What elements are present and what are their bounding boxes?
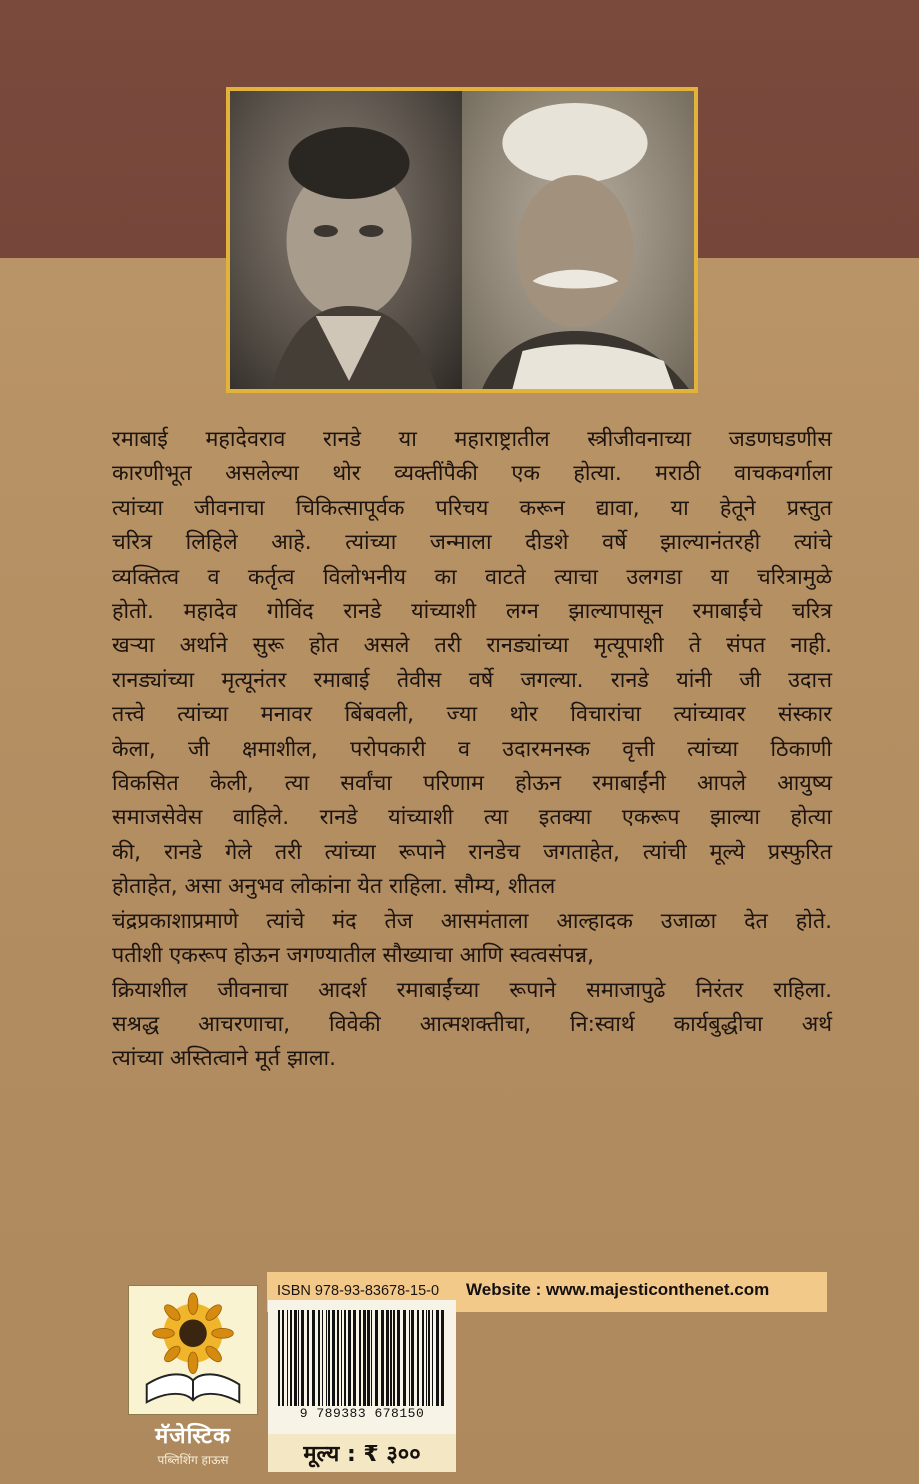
barcode-bar (409, 1310, 410, 1406)
blurb-line: व्यक्तित्व व कर्तृत्व विलोभनीय का वाटते त्याचा उलगडा या चरित्रामुळे (112, 564, 832, 590)
barcode-bar (367, 1310, 370, 1406)
blurb-line: की, रानडे गेले तरी त्यांच्या रूपाने रानडेच जगताहेत, त्यांची मूल्ये प्रस्फुरित (112, 839, 832, 865)
barcode-bar (298, 1310, 299, 1406)
barcode-bar (426, 1310, 427, 1406)
barcode-bar (403, 1310, 406, 1406)
barcode-bar (312, 1310, 315, 1406)
barcode-bar (332, 1310, 335, 1406)
barcode-bar (326, 1310, 327, 1406)
barcode-bar (390, 1310, 392, 1406)
barcode-bar (287, 1310, 288, 1406)
barcode-bar (341, 1310, 342, 1406)
barcode-bar (318, 1310, 320, 1406)
barcode-bar (353, 1310, 356, 1406)
barcode-bar (375, 1310, 378, 1406)
barcode-bar (371, 1310, 372, 1406)
blurb-line: त्यांच्या जीवनाचा चिकित्सापूर्वक परिचय करून द्यावा, या हेतूने प्रस्तुत (112, 495, 832, 521)
barcode-bar (436, 1310, 439, 1406)
barcode-bar (307, 1310, 309, 1406)
isbn-text: ISBN 978-93-83678-15-0 (277, 1283, 440, 1299)
barcode-bar (322, 1310, 323, 1406)
barcode-bar (328, 1310, 330, 1406)
blurb-line: होताहेत, असा अनुभव लोकांना येत राहिला. सौम्य, शीतल (112, 874, 556, 900)
blurb-line: त्यांच्या अस्तित्वाने मूर्त झाला. (112, 1046, 336, 1072)
barcode-bar (381, 1310, 384, 1406)
portrait-man-photo (462, 91, 694, 389)
blurb-line: रानड्यांच्या मृत्यूनंतर रमाबाई तेवीस वर्षे जगल्या. रानडे यांनी जी उदात्त (112, 667, 832, 693)
barcode-bar (417, 1310, 419, 1406)
blurb-line: चंद्रप्रकाशाप्रमाणे त्यांचे मंद तेज आसमंताला आल्हादक उजाळा देत होते. (112, 908, 832, 934)
barcode-bar (294, 1310, 297, 1406)
blurb-line: पतीशी एकरूप होऊन जगण्यातील सौख्याचा आणि स्वत्वसंपन्न, (112, 943, 594, 969)
blurb-line: केला, जी क्षमाशील, परोपकारी व उदारमनस्क वृत्ती त्यांच्या ठिकाणी (112, 736, 832, 762)
website-link[interactable]: Website : www.majesticonthenet.com (466, 1280, 770, 1299)
blurb-line: होतो. महादेव गोविंद रानडे यांच्याशी लग्न झाल्यापासून रमाबाईंचे चरित्र (112, 599, 832, 625)
barcode-bar (428, 1310, 430, 1406)
barcode-bar (290, 1310, 292, 1406)
blurb-line: समाजसेवेस वाहिले. रानडे यांच्याशी त्या इतक्या एकरूप झाल्या होत्या (112, 805, 832, 831)
barcode-bar (422, 1310, 424, 1406)
portrait-photo-frame (226, 87, 698, 393)
barcode-bar (337, 1310, 339, 1406)
barcode-bar (282, 1310, 284, 1406)
barcode-bar (411, 1310, 414, 1406)
barcode-digits: 9 789383 678150 (299, 1406, 425, 1421)
publisher-name: मॅजेस्टिक (155, 1424, 231, 1449)
blurb-line: क्रियाशील जीवनाचा आदर्श रमाबाईंच्या रूपाने समाजापुढे निरंतर राहिला. (112, 977, 832, 1003)
barcode-bar (393, 1310, 395, 1406)
price-label: मूल्य : ₹ ३०० (303, 1442, 421, 1467)
barcode-bar (441, 1310, 444, 1406)
blurb-line: खऱ्या अर्थाने सुरू होत असले तरी रानड्यांच्या मृत्यूपाशी ते संपत नाही. (112, 633, 832, 659)
book-blurb (112, 423, 832, 1077)
blurb-line: तत्त्वे त्यांच्या मनावर बिंबवली, ज्या थोर विचारांचा त्यांच्यावर संस्कार (112, 702, 832, 728)
blurb-line: कारणीभूत असलेल्या थोर व्यक्तींपैकी एक होत्या. मराठी वाचकवर्गाला (112, 461, 832, 487)
publisher-subtitle: पब्लिशिंग हाऊस (157, 1453, 229, 1467)
blurb-line: विकसित केली, त्या सर्वांचा परिणाम होऊन रमाबाईंनी आपले आयुष्य (112, 771, 832, 797)
publisher-logo (128, 1285, 258, 1415)
barcode-bar (278, 1310, 280, 1406)
blurb-line: रमाबाई महादेवराव रानडे या महाराष्ट्रातील स्त्रीजीवनाच्या जडणघडणीस (112, 427, 832, 452)
barcode-bar (301, 1310, 304, 1406)
barcode-bar (363, 1310, 366, 1406)
barcode-bar (386, 1310, 389, 1406)
barcode-bar (397, 1310, 400, 1406)
blurb-line: चरित्र लिहिले आहे. त्यांच्या जन्माला दीडशे वर्षे झाल्यानंतरही त्यांचे (112, 530, 832, 556)
blurb-line: सश्रद्ध आचरणाचा, विवेकी आत्मशक्तीचा, नि:स्वार्थ कार्यबुद्धीचा अर्थ (112, 1011, 832, 1037)
portrait-woman-photo (230, 91, 462, 389)
barcode-bar (344, 1310, 346, 1406)
barcode-bar (359, 1310, 361, 1406)
barcode-bar (348, 1310, 351, 1406)
barcode-bar (432, 1310, 433, 1406)
